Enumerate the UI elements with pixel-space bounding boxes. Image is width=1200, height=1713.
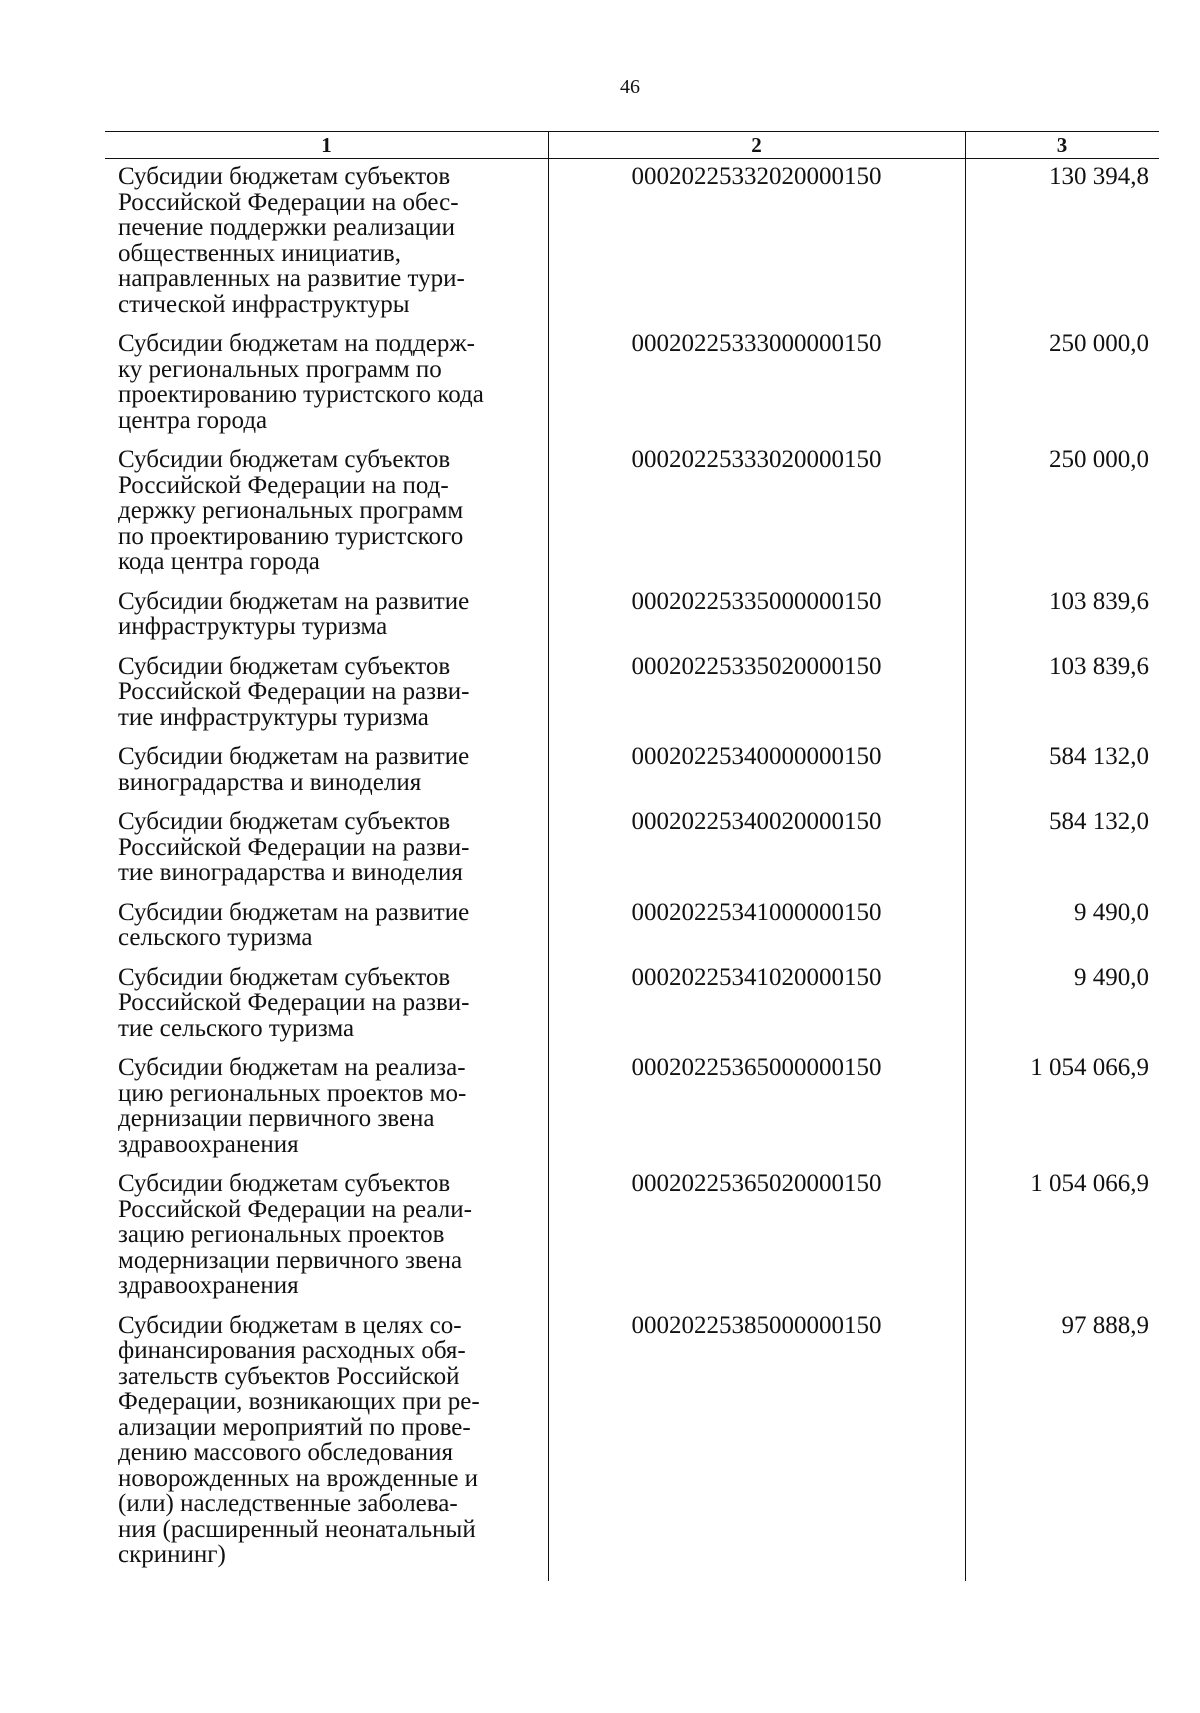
budget-code: 00020225333000000150	[631, 330, 882, 357]
subsidy-name-line: дернизации первичного звена	[118, 1105, 435, 1132]
table-body	[105, 164, 1159, 1582]
amount: 103 839,6	[1049, 652, 1149, 680]
subsidy-name-line: проектированию туристского кода	[118, 381, 484, 408]
subsidy-name-line: Российской Федерации на обес-	[118, 188, 459, 216]
amount: 250 000,0	[1049, 330, 1149, 357]
subsidy-name-line: здравоохранения	[118, 1130, 299, 1158]
subsidy-name-line: Субсидии бюджетам субъектов	[118, 163, 451, 190]
table-row	[105, 1313, 1159, 1568]
amount: 130 394,8	[1049, 163, 1149, 190]
subsidy-name-line: сельского туризма	[118, 924, 313, 951]
column-header-3: 3	[1056, 133, 1068, 157]
budget-code: 00020225332020000150	[631, 163, 882, 190]
subsidy-name-line: Субсидии бюджетам субъектов	[118, 1170, 451, 1197]
subsidy-name	[105, 1171, 548, 1299]
subsidy-name-line: по проектированию туристского	[118, 522, 464, 550]
subsidy-name-line: Субсидии бюджетам в целях со-	[118, 1311, 462, 1339]
subsidy-name	[105, 1055, 548, 1157]
subsidy-name-line: стической инфраструктуры	[118, 290, 410, 318]
subsidy-name-line: Российской Федерации на реали-	[118, 1195, 472, 1223]
subsidy-name	[105, 331, 548, 433]
budget-code: 00020225333020000150	[631, 446, 882, 473]
amount: 103 839,6	[1049, 587, 1149, 615]
subsidy-name-line: Российской Федерации на разви-	[118, 678, 470, 705]
subsidy-name-line: центра города	[118, 406, 268, 434]
amount: 97 888,9	[1061, 1311, 1149, 1339]
amount: 584 132,0	[1049, 808, 1149, 835]
budget-code: 00020225341000000150	[631, 898, 882, 926]
budget-code: 00020225340000000150	[631, 743, 882, 770]
subsidy-name-line: ния (расширенный неонатальный	[118, 1515, 476, 1543]
page-number: 46	[620, 76, 640, 98]
subsidy-name-line: Субсидии бюджетам субъектов	[118, 652, 451, 680]
budget-table	[105, 131, 1159, 1581]
budget-code: 00020225341020000150	[631, 963, 882, 991]
subsidy-name-line: Субсидии бюджетам субъектов	[118, 446, 451, 473]
subsidy-name-line: Российской Федерации на под-	[118, 471, 449, 499]
subsidy-name-line: Российской Федерации на разви-	[118, 989, 470, 1016]
subsidy-name	[105, 447, 548, 575]
subsidy-name	[105, 1313, 548, 1568]
subsidy-name-line: Субсидии бюджетам на поддерж-	[118, 330, 475, 357]
subsidy-name-line: виноградарства и виноделия	[118, 768, 422, 796]
subsidy-name-line: Субсидии бюджетам субъектов	[118, 963, 451, 991]
subsidy-name-line: направленных на развитие тури-	[118, 265, 465, 292]
table-row	[105, 654, 1159, 731]
amount: 9 490,0	[1074, 898, 1149, 926]
subsidy-name-line: Федерации, возникающих при ре-	[118, 1388, 480, 1415]
subsidy-name-line: финансирования расходных обя-	[118, 1337, 466, 1364]
subsidy-name	[105, 654, 548, 731]
subsidy-name-line: ализации мероприятий по прове-	[118, 1413, 471, 1441]
budget-code: 00020225385000000150	[631, 1311, 882, 1339]
subsidy-name-line: новорожденных на врожденные и	[118, 1464, 479, 1492]
budget-code: 00020225365000000150	[631, 1054, 882, 1081]
subsidy-name-line: Субсидии бюджетам на развитие	[118, 587, 470, 615]
subsidy-name-line: держку региональных программ	[118, 497, 464, 524]
subsidy-name	[105, 809, 548, 886]
subsidy-name-line: дению массового обследования	[118, 1439, 454, 1466]
amount: 584 132,0	[1049, 743, 1149, 770]
subsidy-name-line: (или) наследственные заболева-	[118, 1490, 458, 1517]
subsidy-name-line: тие инфраструктуры туризма	[118, 703, 429, 731]
table-row	[105, 900, 1159, 951]
subsidy-name-line: печение поддержки реализации	[118, 214, 456, 241]
subsidy-name-line: зательств субъектов Российской	[118, 1362, 460, 1390]
budget-code: 00020225335000000150	[631, 587, 882, 615]
table-row	[105, 331, 1159, 433]
budget-code: 00020225365020000150	[631, 1170, 882, 1197]
subsidy-name-line: Субсидии бюджетам субъектов	[118, 808, 451, 835]
amount: 1 054 066,9	[1030, 1170, 1149, 1197]
subsidy-name-line: Российской Федерации на разви-	[118, 833, 470, 861]
amount: 1 054 066,9	[1030, 1054, 1149, 1081]
table-row	[105, 809, 1159, 886]
table-row	[105, 164, 1159, 317]
table-row	[105, 1171, 1159, 1299]
table-row	[105, 589, 1159, 640]
subsidy-name-line: кода центра города	[118, 548, 320, 575]
subsidy-name-line: цию региональных проектов мо-	[118, 1079, 467, 1107]
table-row	[105, 744, 1159, 795]
subsidy-name-line: тие виноградарства и виноделия	[118, 859, 463, 886]
table-row	[105, 447, 1159, 575]
subsidy-name-line: скрининг)	[118, 1541, 226, 1568]
budget-code: 00020225335020000150	[631, 652, 882, 680]
subsidy-name-line: ку региональных программ по	[118, 355, 442, 383]
subsidy-name-line: здравоохранения	[118, 1272, 299, 1299]
table-row	[105, 965, 1159, 1042]
subsidy-name-line: инфраструктуры туризма	[118, 613, 388, 640]
subsidy-name	[105, 744, 548, 795]
table-row	[105, 1055, 1159, 1157]
amount: 250 000,0	[1049, 446, 1149, 473]
subsidy-name	[105, 900, 548, 951]
subsidy-name	[105, 589, 548, 640]
subsidy-name-line: тие сельского туризма	[118, 1014, 355, 1042]
subsidy-name-line: зацию региональных проектов	[118, 1221, 445, 1248]
budget-code: 00020225340020000150	[631, 808, 882, 835]
amount: 9 490,0	[1074, 963, 1149, 991]
subsidy-name-line: модернизации первичного звена	[118, 1246, 463, 1274]
subsidy-name-line: Субсидии бюджетам на реализа-	[118, 1054, 466, 1081]
subsidy-name	[105, 965, 548, 1042]
column-header-2: 2	[751, 133, 762, 157]
subsidy-name	[105, 164, 548, 317]
subsidy-name-line: общественных инициатив,	[118, 239, 401, 267]
subsidy-name-line: Субсидии бюджетам на развитие	[118, 898, 470, 926]
subsidy-name-line: Субсидии бюджетам на развитие	[118, 743, 470, 770]
column-header-1: 1	[321, 133, 332, 157]
table-header-rule	[105, 158, 1159, 159]
